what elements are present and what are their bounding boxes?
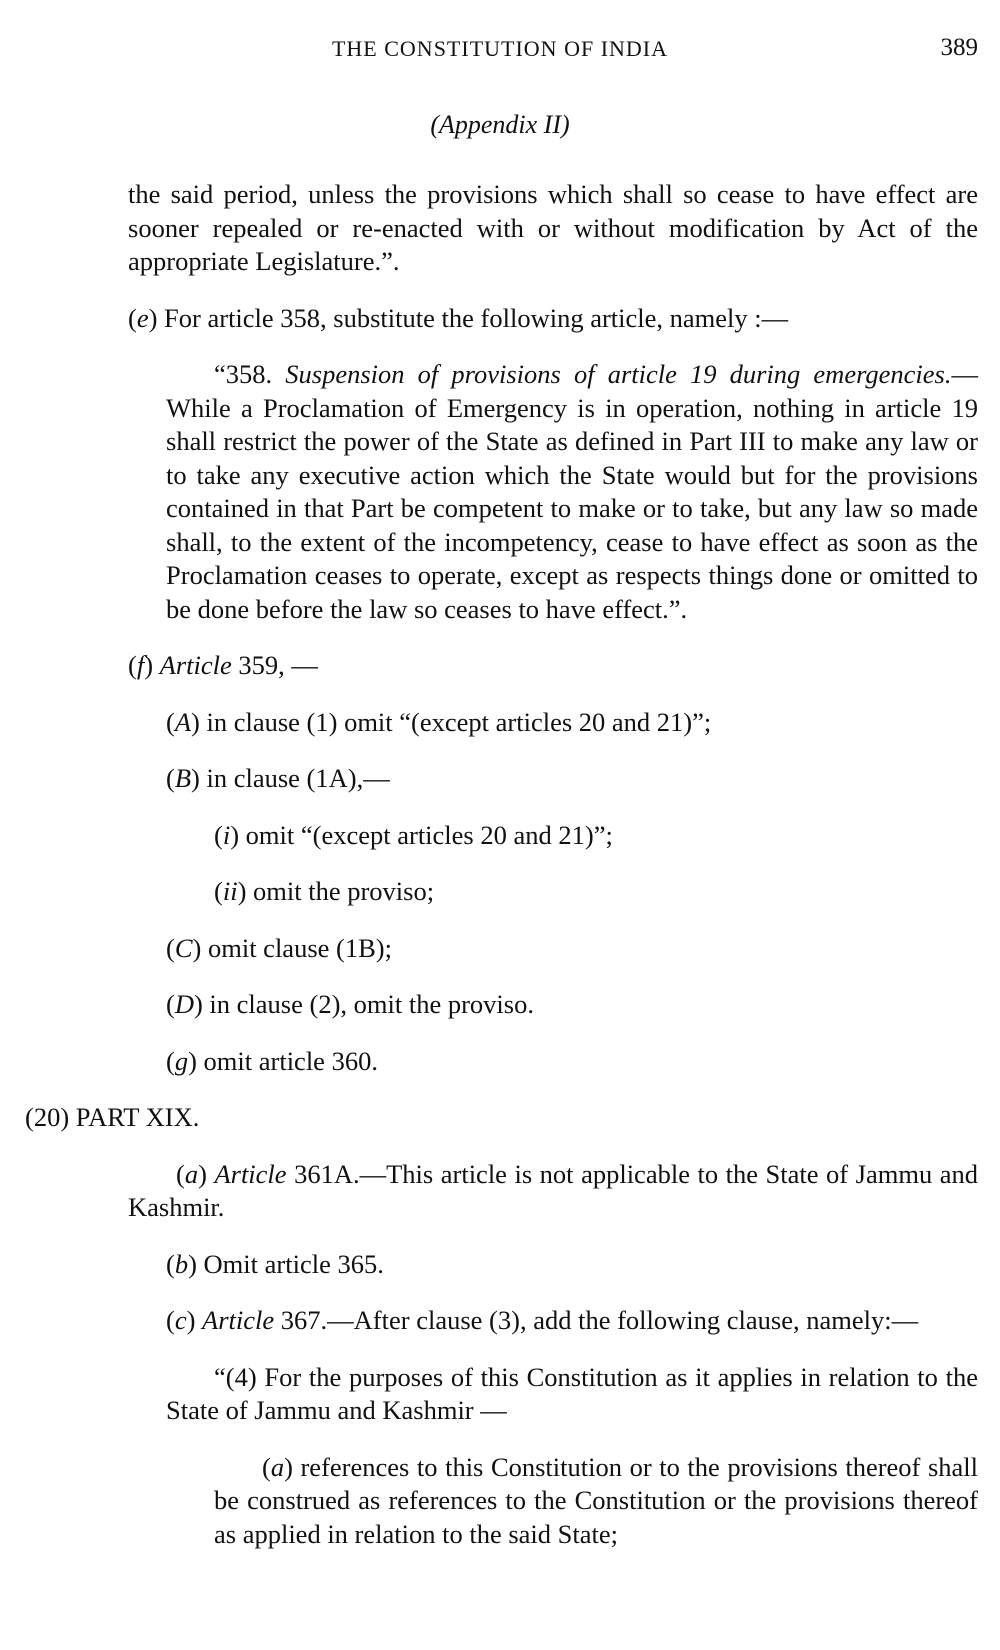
item-i-marker: i [222, 819, 231, 850]
item-f-marker: f [136, 650, 145, 680]
part-heading: (20) PART XIX. [25, 1102, 200, 1132]
item-ii-text: omit the proviso; [246, 876, 435, 906]
item-a-marker: a [184, 1158, 199, 1189]
page-header [0, 36, 1000, 70]
item-C-marker: C [174, 932, 193, 963]
item-D: (D) in clause (2), omit the proviso. [166, 989, 534, 1019]
item-A: (A) in clause (1) omit “(except articles 20 and 21)”; [166, 706, 712, 737]
item-b-text: Omit article 365. [196, 1248, 384, 1279]
item-A-text: in clause (1) omit “(except articles 20 and 21)”; [199, 706, 712, 737]
continuation-paragraph: the said period, unless the provisions which shall so cease to have effect are sooner repealed or re-enacted with or without modification by Act of the appropriate Legislature.”. [128, 179, 978, 276]
item-ii: (ii) omit the proviso; [214, 876, 435, 906]
item-D-marker: D [174, 989, 194, 1019]
article-358-heading: Suspension of provisions of article 19 during emergencies. [285, 359, 952, 389]
article-358-text: —While a Proclamation of Emergency is in operation, nothing in article 19 shall restrict the power of the State as defined in Part III to make any law or to take any executive action which the State would but for the provisions contained in that Part be competent to make or to take, but any law so made shall, to the extent of the incompetency, cease to have effect as soon as the Proclamation ceases to operate, except as respects things done or omitted to be done before the law so ceases to have effect.”. [166, 359, 978, 624]
item-b: (b) Omit article 365. [166, 1248, 384, 1279]
item-f-text: 359, — [231, 650, 318, 680]
document-body [25, 178, 978, 1551]
item-C: (C) omit clause (1B); [166, 932, 392, 963]
item-B: (B) in clause (1A),— [166, 763, 390, 793]
item-ii-marker: ii [222, 876, 238, 906]
appendix-label: (Appendix II) [430, 110, 570, 139]
running-title: THE CONSTITUTION OF INDIA [331, 36, 669, 61]
page-number: 389 [940, 34, 978, 61]
item-c-marker: c [174, 1305, 187, 1335]
clause-4-quote: “(4) For the purposes of this Constitution as it applies in relation to the State of Jammu and Kashmir — [166, 1361, 978, 1425]
item-B-text: in clause (1A),— [199, 763, 390, 793]
article-358-quote [128, 358, 978, 626]
clause-4-item-a-text: references to this Constitution or to the provisions thereof shall be construed as references to the Constitution or the provisions thereof as applied in relation to the said State; [214, 1451, 978, 1549]
item-D-text: in clause (2), omit the proviso. [202, 989, 534, 1019]
item-a-article-word: Article [214, 1158, 287, 1189]
item-c-text: 367.—After clause (3), add the following clause, namely:— [274, 1305, 919, 1335]
clause-4-item-a-marker: a [270, 1451, 285, 1482]
item-e-marker: e [136, 302, 149, 333]
item-a-text: 361A.—This article is not applicable to the State of Jammu and Kashmir. [128, 1158, 978, 1222]
item-i-text: omit “(except articles 20 and 21)”; [239, 819, 613, 850]
item-c: (c) Article 367.—After clause (3), add the following clause, namely:— [166, 1305, 919, 1335]
item-i: (i) omit “(except articles 20 and 21)”; [214, 819, 613, 850]
item-a: (a) Article 361A.—This article is not applicable to the State of Jammu and Kashmir. [128, 1158, 978, 1222]
item-g-marker: g [174, 1045, 189, 1076]
clause-4-item-a: (a) references to this Constitution or to the provisions thereof shall be construed as references to the Constitution or the provisions thereof as applied in relation to the said State; [214, 1451, 978, 1549]
item-e: (e) For article 358, substitute the following article, namely :— [128, 302, 789, 333]
item-f: (f) Article 359, — [128, 650, 318, 680]
item-g: (g) omit article 360. [166, 1045, 378, 1076]
item-f-article-word: Article [159, 650, 232, 680]
item-B-marker: B [174, 763, 192, 793]
item-b-marker: b [174, 1248, 189, 1279]
item-e-text: For article 358, substitute the following article, namely :— [157, 302, 789, 333]
item-C-text: omit clause (1B); [201, 932, 392, 963]
article-358-number: “358. [214, 359, 286, 389]
item-c-article-word: Article [202, 1305, 275, 1335]
item-g-text: omit article 360. [196, 1045, 378, 1076]
item-A-marker: A [174, 706, 192, 737]
